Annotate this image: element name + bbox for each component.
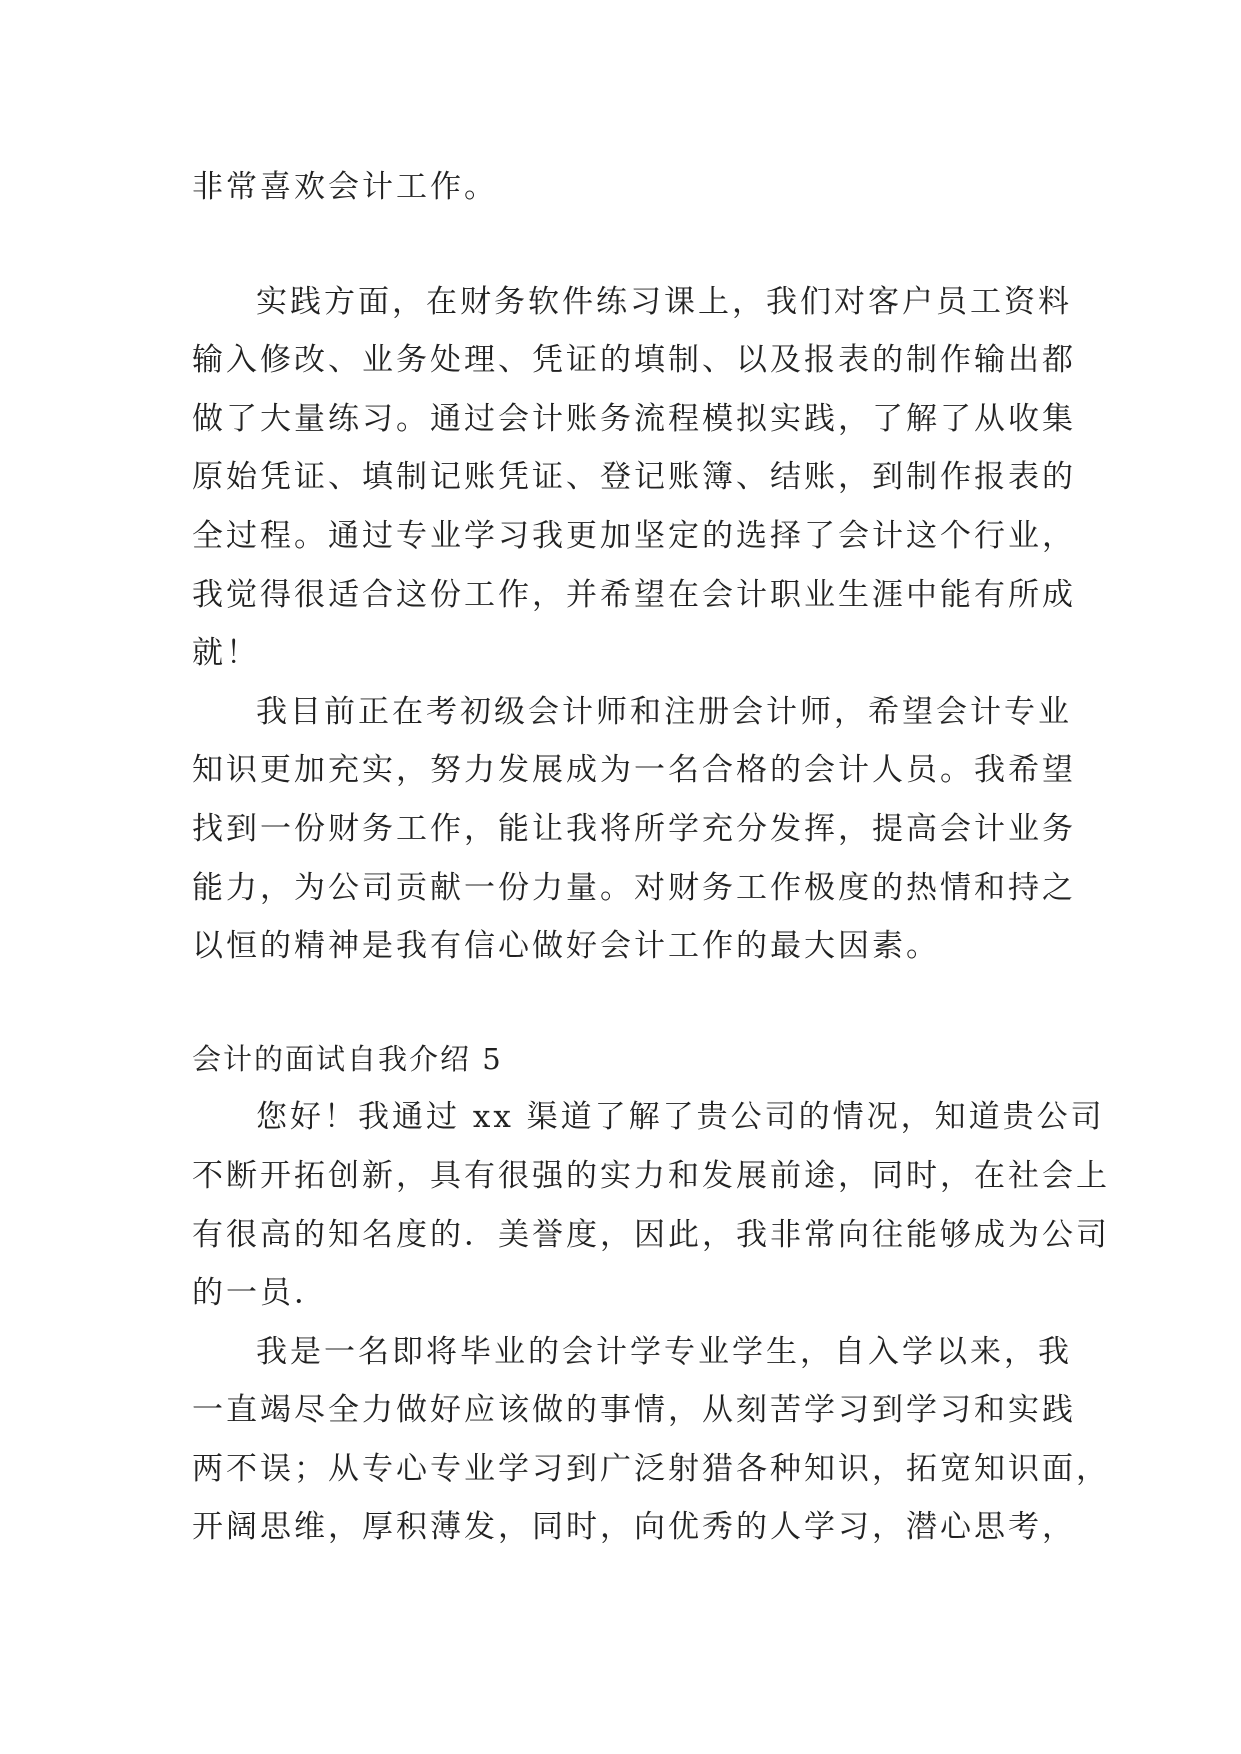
paragraph-line: 做了大量练习。通过会计账务流程模拟实践，了解了从收集 xyxy=(192,400,1076,437)
paragraph-line: 两不误；从专心专业学习到广泛射猎各种知识，拓宽知识面， xyxy=(192,1450,1110,1487)
paragraph-spacer xyxy=(192,976,1072,1030)
paragraph-line: 您好！我通过 xx 渠道了解了贵公司的情况，知道贵公司 xyxy=(256,1099,1105,1136)
paragraph-line: 能力，为公司贡献一份力量。对财务工作极度的热情和持之 xyxy=(192,869,1076,906)
paragraph-line: 我觉得很适合这份工作，并希望在会计职业生涯中能有所成 xyxy=(192,576,1076,613)
paragraph-0-line-1: 非常喜欢会计工作。 xyxy=(192,169,498,205)
paragraph-practice xyxy=(192,273,1076,683)
paragraph-line: 我目前正在考初级会计师和注册会计师，希望会计专业 xyxy=(256,693,1072,730)
paragraph-line: 找到一份财务工作，能让我将所学充分发挥，提高会计业务 xyxy=(192,810,1076,847)
paragraph-line: 我是一名即将毕业的会计学专业学生，自入学以来，我 xyxy=(256,1333,1072,1370)
paragraph-background xyxy=(192,1323,1110,1557)
paragraph-line: 有很高的知名度的．美誉度，因此，我非常向往能够成为公司 xyxy=(192,1216,1110,1253)
paragraph-goals xyxy=(192,683,1076,976)
paragraph-line: 知识更加充实，努力发展成为一名合格的会计人员。我希望 xyxy=(192,752,1076,789)
section-heading: 会计的面试自我介绍 5 xyxy=(192,1041,503,1076)
paragraph-line: 输入修改、业务处理、凭证的填制、以及报表的制作输出都 xyxy=(192,342,1076,379)
paragraph-line: 实践方面，在财务软件练习课上，我们对客户员工资料 xyxy=(256,283,1072,320)
paragraph-greeting xyxy=(192,1088,1110,1322)
document-body xyxy=(192,158,1110,1557)
paragraph-line: 的一员． xyxy=(192,1275,328,1312)
paragraph-line: 原始凭证、填制记账凭证、登记账簿、结账，到制作报表的 xyxy=(192,459,1076,496)
paragraph-line: 全过程。通过专业学习我更加坚定的选择了会计这个行业， xyxy=(192,517,1076,554)
paragraph-line: 开阔思维，厚积薄发，同时，向优秀的人学习，潜心思考， xyxy=(192,1509,1076,1546)
paragraph-line: 以恒的精神是我有信心做好会计工作的最大因素。 xyxy=(192,928,940,965)
paragraph-line: 一直竭尽全力做好应该做的事情，从刻苦学习到学习和实践 xyxy=(192,1392,1076,1429)
paragraph-spacer xyxy=(192,217,1072,273)
paragraph-line: 不断开拓创新，具有很强的实力和发展前途，同时，在社会上 xyxy=(192,1157,1110,1194)
paragraph-line: 就！ xyxy=(192,635,260,672)
